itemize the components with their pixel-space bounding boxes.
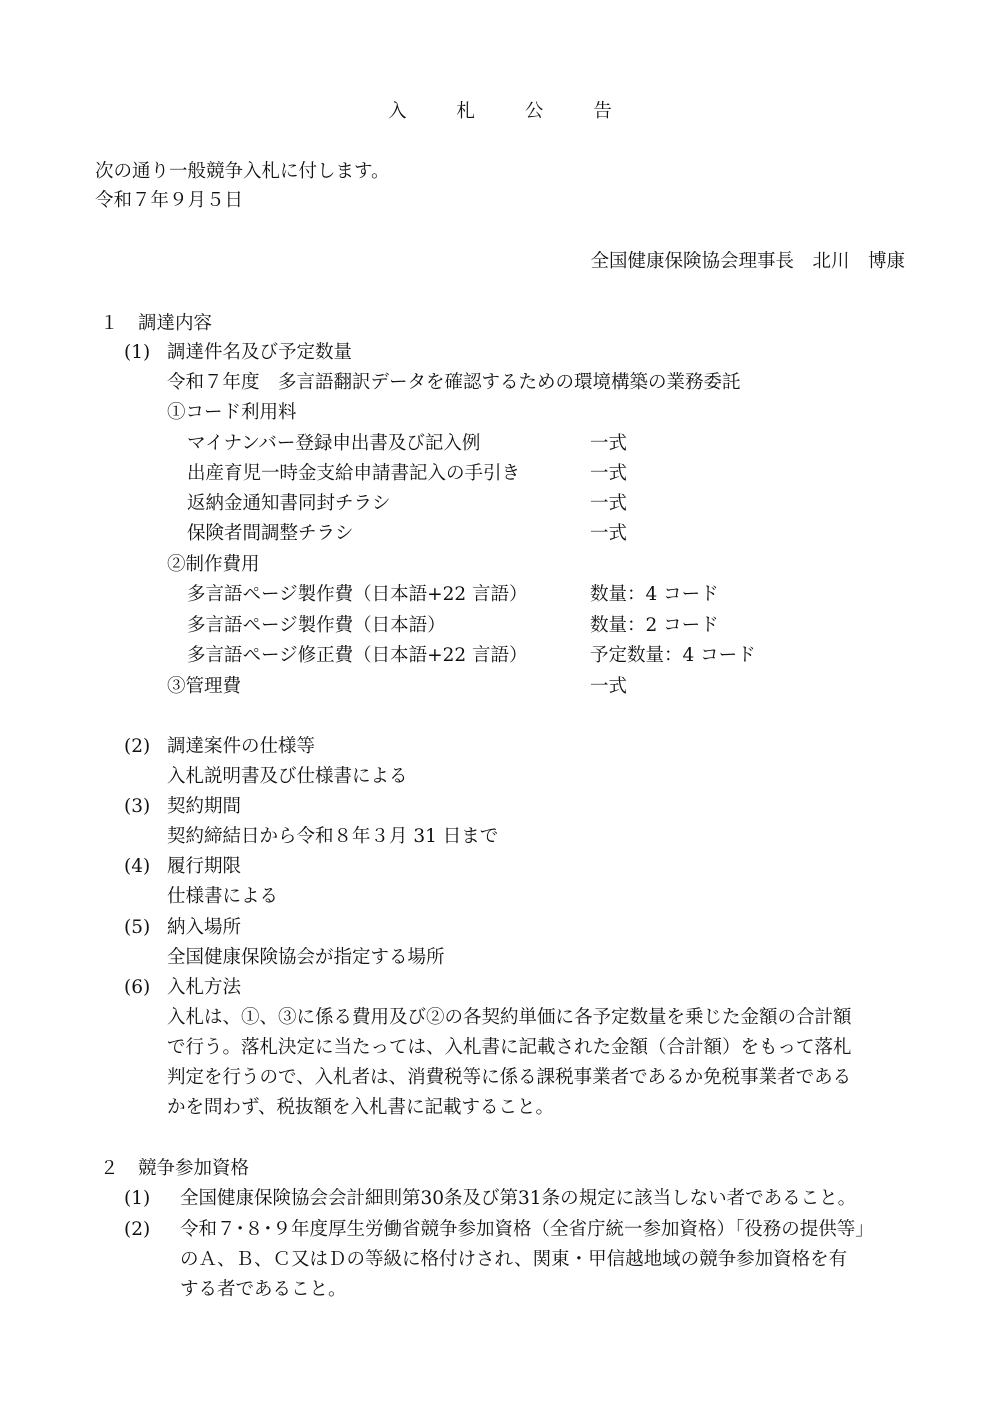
list-item-name: 返納金通知書同封チラシ (187, 493, 391, 514)
item4-number: (4) (124, 856, 151, 877)
list-item-qty: 一式 (590, 433, 628, 454)
list-item-name: マイナンバー登録申出書及び記入例 (187, 433, 481, 454)
list-item-qty: 数量：2 コード (590, 615, 719, 636)
list-item-qty: 一式 (590, 523, 628, 544)
list-item-name: 出産育児一時金支給申請書記入の手引き (187, 463, 521, 484)
group1-title: ①コード利用料 (167, 402, 297, 423)
s2-item2-line: 令和７･８･９年度厚生労働省競争参加資格（全省庁統一参加資格）「役務の提供等」 (180, 1219, 874, 1240)
section2-number: ２ (100, 1158, 119, 1179)
s2-item1-text: 全国健康保険協会会計細則第30条及び第31条の規定に該当しない者であること。 (180, 1188, 857, 1209)
list-item-qty: 一式 (590, 493, 628, 514)
item2-body: 入札説明書及び仕様書による (167, 766, 408, 787)
s2-item2-line: のＡ、Ｂ、Ｃ又はＤの等級に格付けされ、関東・甲信越地域の競争参加資格を有 (180, 1249, 848, 1270)
item6-body-line: 判定を行うので、入札者は、消費税等に係る課税事業者であるか免税事業者である (167, 1067, 852, 1088)
s2-item1-number: (1) (124, 1188, 151, 1209)
item3-number: (3) (124, 796, 151, 817)
list-item-qty: 予定数量：4 コード (590, 645, 756, 666)
item4-heading: 履行期限 (167, 856, 242, 877)
list-item-name: 多言語ページ修正費（日本語+22 言語） (187, 645, 528, 666)
section2-heading: 競争参加資格 (138, 1158, 250, 1179)
item1-number: (1) (124, 342, 151, 363)
intro-text: 次の通り一般競争入札に付します。 (95, 161, 390, 182)
item2-heading: 調達案件の仕様等 (167, 736, 316, 757)
item6-body-line: 入札は、①、③に係る費用及び②の各契約単価に各予定数量を乗じた金額の合計額 (167, 1007, 852, 1028)
item6-number: (6) (124, 977, 151, 998)
section1-heading: 調達内容 (138, 313, 213, 334)
item2-number: (2) (124, 736, 151, 757)
item1-heading: 調達件名及び予定数量 (167, 342, 353, 363)
item5-number: (5) (124, 917, 151, 938)
list-item-name: 多言語ページ製作費（日本語+22 言語） (187, 584, 528, 605)
issuer: 全国健康保険協会理事長 北川 博康 (590, 251, 905, 272)
group3-qty: 一式 (590, 676, 628, 697)
section1-number: １ (100, 313, 119, 334)
s2-item2-line: する者であること。 (180, 1279, 347, 1300)
list-item-qty: 一式 (590, 463, 628, 484)
item6-body-line: で行う。落札決定に当たっては、入札書に記載された金額（合計額）をもって落札 (167, 1037, 852, 1058)
list-item-qty: 数量：4 コード (590, 584, 719, 605)
item4-body: 仕様書による (167, 886, 279, 907)
s2-item2-number: (2) (124, 1219, 151, 1240)
list-item-name: 保険者間調整チラシ (187, 523, 354, 544)
list-item-name: 多言語ページ製作費（日本語） (187, 615, 446, 636)
group3-title: ③管理費 (167, 676, 242, 697)
page-title: 入 札 公 告 (388, 101, 634, 122)
group2-title: ②制作費用 (167, 554, 260, 575)
item6-body-line: かを問わず、税抜額を入札書に記載すること。 (167, 1097, 555, 1118)
item3-heading: 契約期間 (167, 796, 242, 817)
notice-date: 令和７年９月５日 (95, 190, 244, 211)
item5-heading: 納入場所 (167, 917, 242, 938)
project-name: 令和７年度 多言語翻訳データを確認するための環境構築の業務委託 (167, 372, 741, 393)
item6-heading: 入札方法 (167, 977, 242, 998)
item5-body: 全国健康保険協会が指定する場所 (167, 947, 445, 968)
item3-body: 契約締結日から令和８年３月 31 日まで (167, 826, 499, 847)
